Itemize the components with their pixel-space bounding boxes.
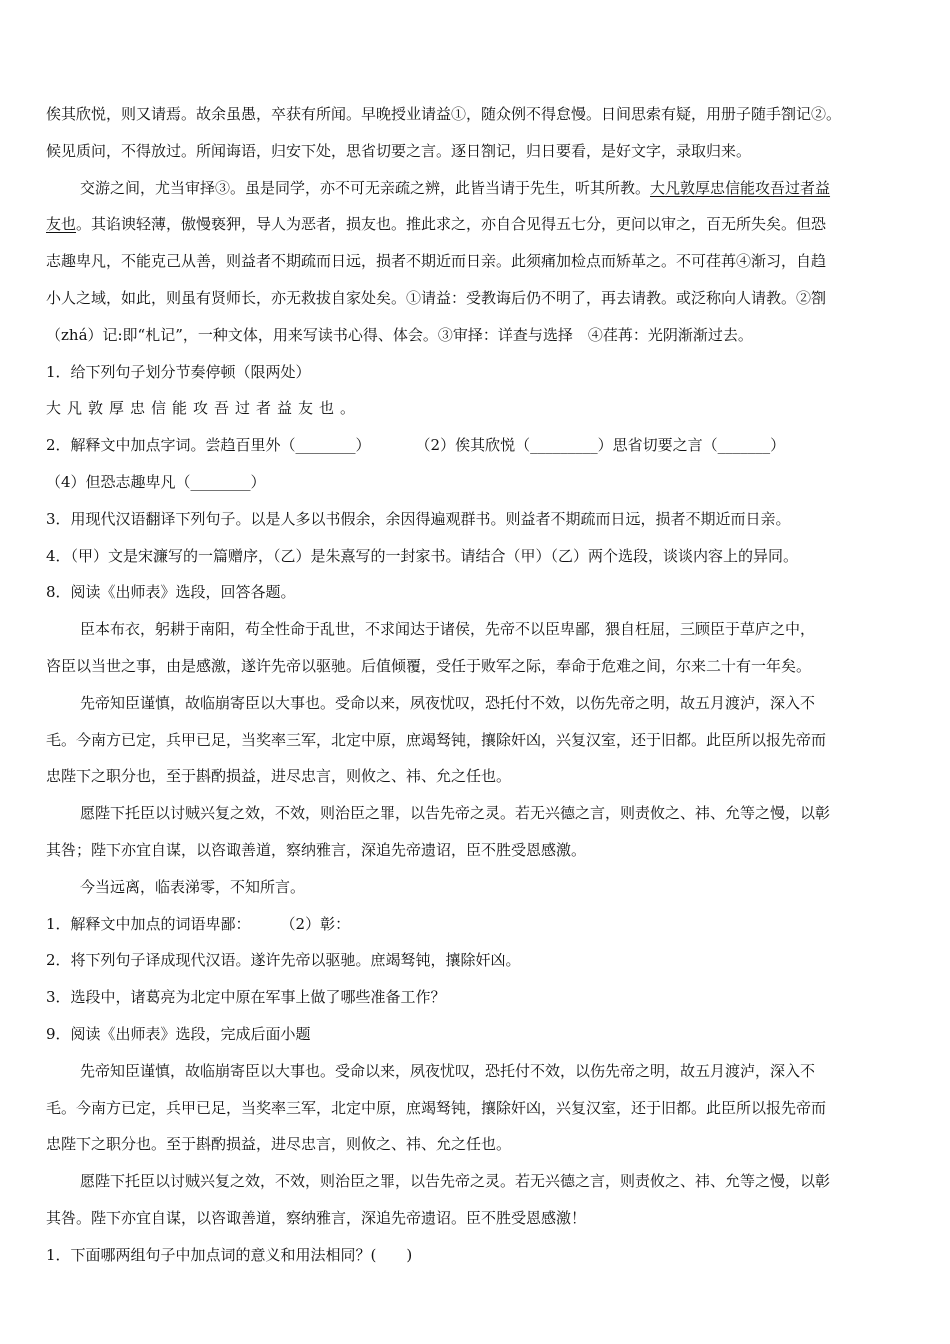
text-line-4 [46, 206, 908, 243]
question-2-part-4 [46, 464, 908, 501]
line-text: 其咎。陛下亦宜自谋，以咨诹善道，察纳雅言，深追先帝遗诏。臣不胜受恩感激！ [46, 1208, 587, 1227]
text-line-16 [46, 648, 908, 685]
section-8-question-2 [46, 942, 908, 979]
line-text: 3．选段中，诸葛亮为北定中原在军事上做了哪些准备工作？ [46, 988, 446, 1007]
line-text: 毛。今南方已定，兵甲已足，当奖率三军，北定中原，庶竭驽钝，攘除奸凶，兴复汉室，还于旧都。此臣所以报先帝而 [46, 730, 827, 749]
text-line-31 [46, 1200, 908, 1237]
line-text: 愿陛下托臣以讨贼兴复之效，不效，则治臣之罪，以告先帝之灵。若无兴德之言，则责攸之、祎、允等之慢，以彰 [80, 804, 831, 823]
line-text: （zhá）记:即“札记”，一种文体，用来写读书心得、体会。③审择：详查与选择 ④荏苒：光阴渐渐过去。 [46, 325, 753, 344]
text-line-19 [46, 758, 908, 795]
line-text: 。其谄谀轻薄，傲慢亵狎，导人为恶者，损友也。推此求之，亦自合见得五七分，更问以审之，百无所失矣。但恐 [76, 215, 827, 234]
text-line-17 [46, 685, 908, 722]
question-4 [46, 538, 908, 575]
line-text: 候见质问，不得放过。所闻诲语，归安下处，思省切要之言。逐日劄记，归日要看，是好文字，录取归来。 [46, 141, 752, 160]
line-text: 志趣卑凡，不能克己从善，则益者不期疏而日远，损者不期近而日亲。此须痛加检点而矫革之。不可荏苒④渐习，自趋 [46, 252, 827, 271]
line-text: 毛。今南方已定，兵甲已足，当奖率三军，北定中原，庶竭驽钝，攘除奸凶，兴复汉室，还于旧都。此臣所以报先帝而 [46, 1098, 827, 1117]
line-text: 交游之间，尤当审择③。虽是同学，亦不可无亲疏之辨，此皆当请于先生，听其所教。 [80, 178, 651, 197]
question-1 [46, 354, 908, 391]
text-line-29 [46, 1126, 908, 1163]
question-1-sentence [46, 390, 908, 427]
section-8-question-3 [46, 979, 908, 1016]
line-text: 臣本布衣，躬耕于南阳，苟全性命于乱世，不求闻达于诸侯，先帝不以臣卑鄙，猥自枉屈，三顾臣于草庐之中， [80, 620, 816, 639]
underlined-phrase: 大凡敦厚忠信能攻吾过者益 [650, 178, 831, 197]
line-text: 2．解释文中加点字词。尝趋百里外（________） （2）俟其欣悦（_________）思省切要之言（_______） [46, 436, 786, 455]
line-text: 大凡敦厚忠信能攻吾过者益友也。 [46, 399, 362, 418]
line-text: 3．用现代汉语翻译下列句子。以是人多以书假余，余因得遍观群书。则益者不期疏而日远，损者不期近而日亲。 [46, 509, 791, 528]
text-line-5 [46, 243, 908, 280]
section-9-question-1 [46, 1237, 908, 1274]
line-text: 咨臣以当世之事，由是感激，遂许先帝以驱驰。后值倾覆，受任于败军之际，奉命于危难之间，尔来二十有一年矣。 [46, 656, 812, 675]
line-text: 先帝知臣谨慎，故临崩寄臣以大事也。受命以来，夙夜忧叹，恐托付不效，以伤先帝之明，故五月渡泸，深入不 [80, 693, 816, 712]
text-line-18 [46, 722, 908, 759]
line-text: （4）但恐志趣卑凡（________） [46, 472, 266, 491]
line-text: 1．给下列句子划分节奏停顿（限两处） [46, 362, 311, 381]
line-text: 1．解释文中加点的词语卑鄙： （2）彰： [46, 914, 351, 933]
text-line-28 [46, 1090, 908, 1127]
question-2 [46, 427, 908, 464]
text-line-2 [46, 133, 908, 170]
line-text: 4．（甲）文是宋濂写的一篇赠序，（乙）是朱熹写的一封家书。请结合（甲）（乙）两个选段，谈谈内容上的异同。 [46, 546, 799, 565]
underlined-phrase: 友也 [46, 215, 77, 234]
line-text: 俟其欣悦，则又请焉。故余虽愚，卒获有所闻。早晚授业请益①，随众例不得怠慢。日间思索有疑，用册子随手劄记②。 [46, 105, 842, 123]
text-line-15 [46, 611, 908, 648]
text-line-22 [46, 869, 908, 906]
text-line-30 [46, 1163, 908, 1200]
line-text: 2．将下列句子译成现代汉语。遂许先帝以驱驰。庶竭驽钝，攘除奸凶。 [46, 951, 521, 970]
section-8-heading [46, 574, 908, 611]
line-text: 先帝知臣谨慎，故临崩寄臣以大事也。受命以来，夙夜忧叹，恐托付不效，以伤先帝之明，故五月渡泸，深入不 [80, 1061, 816, 1080]
question-3 [46, 501, 908, 538]
line-text: 今当远离，临表涕零，不知所言。 [80, 877, 306, 896]
line-text: 9．阅读《出师表》选段，完成后面小题 [46, 1024, 311, 1043]
section-8-question-1 [46, 906, 908, 943]
text-line-21 [46, 832, 908, 869]
line-text: 其咎；陛下亦宜自谋，以咨诹善道，察纳雅言，深追先帝遗诏，臣不胜受恩感激。 [46, 840, 587, 859]
line-text: 愿陛下托臣以讨贼兴复之效，不效，则治臣之罪，以告先帝之灵。若无兴德之言，则责攸之、祎、允等之慢，以彰 [80, 1172, 831, 1191]
text-line-7 [46, 317, 908, 354]
text-line-3 [46, 170, 908, 207]
line-text: 小人之域，如此，则虽有贤师长，亦无救拔自家处矣。①请益：受教诲后仍不明了，再去请教。或泛称向人请教。②劄 [46, 288, 827, 307]
line-text: 忠陛下之职分也。至于斟酌损益，进尽忠言，则攸之、祎、允之任也。 [46, 1135, 512, 1154]
line-text: 忠陛下之职分也，至于斟酌损益，进尽忠言，则攸之、祎、允之任也。 [46, 767, 512, 786]
document-page [46, 96, 908, 1274]
text-line-6 [46, 280, 908, 317]
line-text: 1．下面哪两组句子中加点词的意义和用法相同？( ) [46, 1245, 413, 1264]
text-line-27 [46, 1053, 908, 1090]
line-text: 8．阅读《出师表》选段，回答各题。 [46, 583, 296, 602]
text-line-20 [46, 795, 908, 832]
section-9-heading [46, 1016, 908, 1053]
text-line-1 [46, 96, 908, 133]
